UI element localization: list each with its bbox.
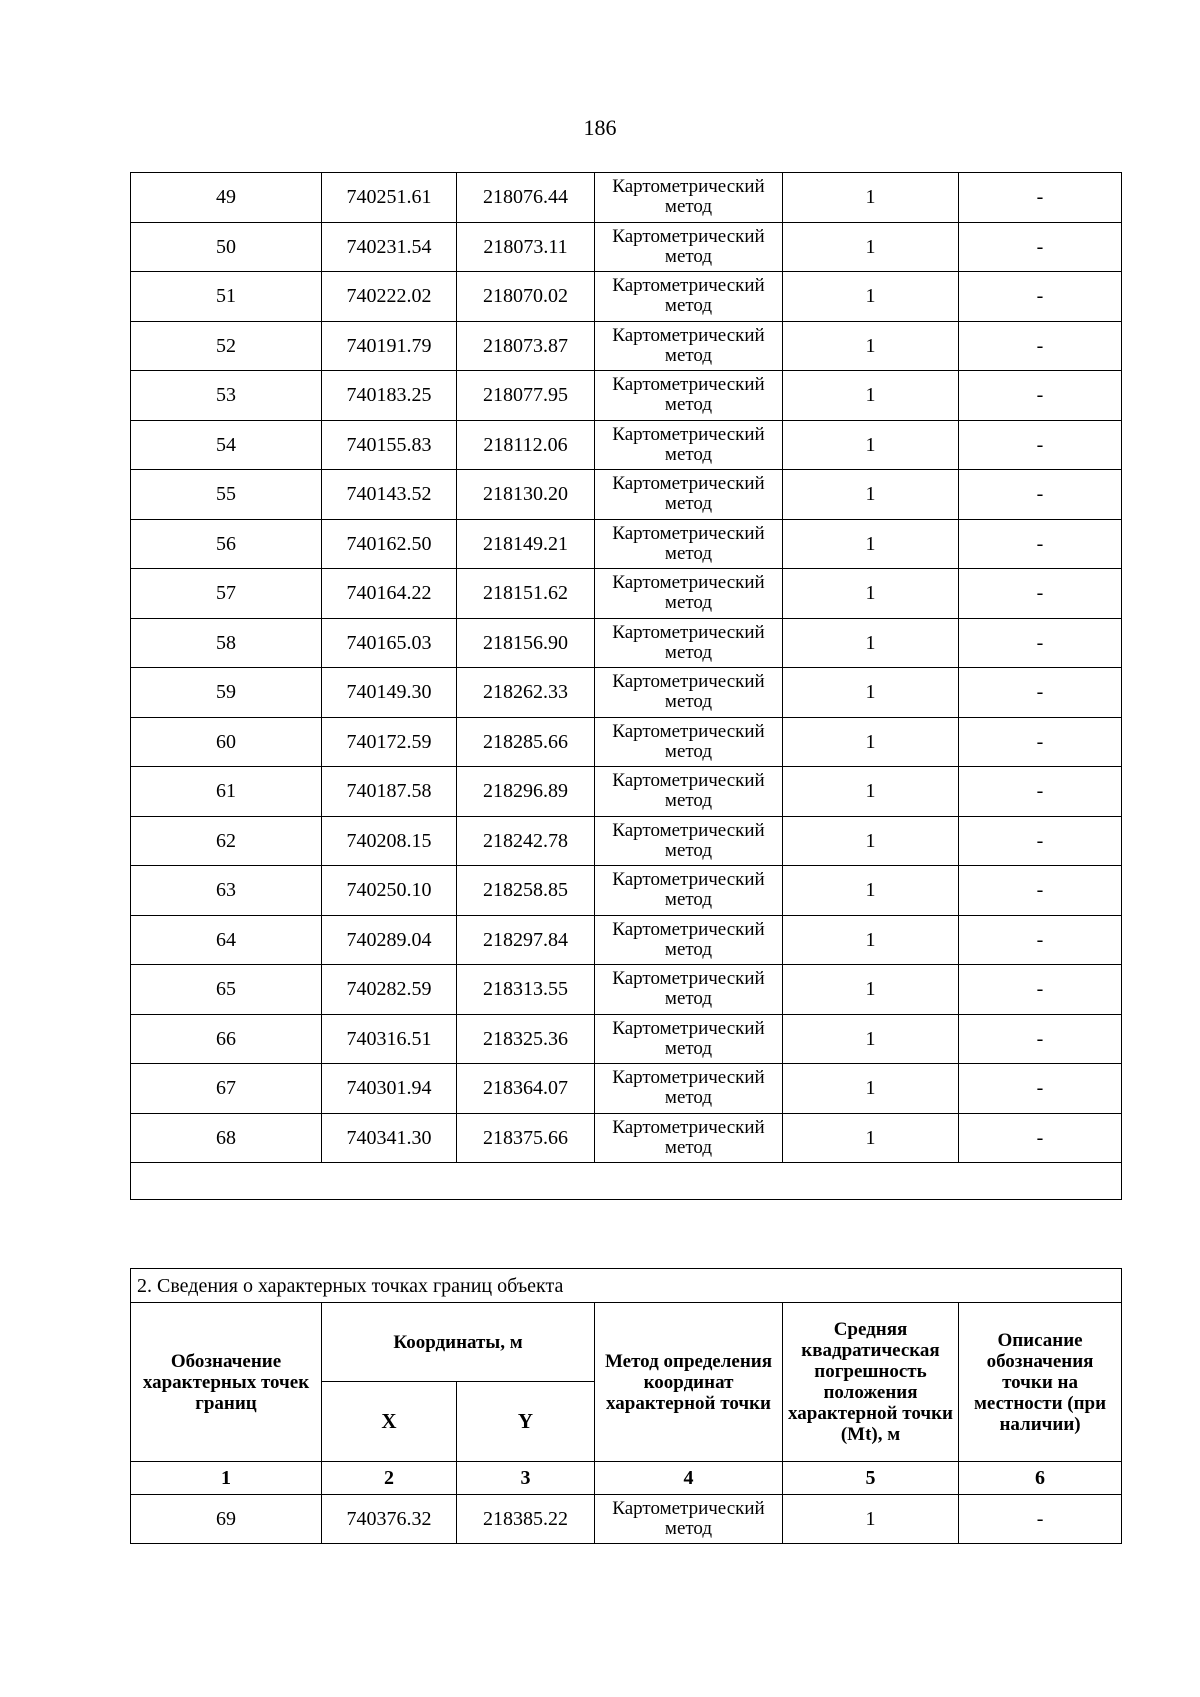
mt-cell: 1 [783, 965, 959, 1015]
y-coordinate-cell: 218262.33 [457, 668, 595, 718]
table-row [131, 371, 1122, 421]
point-cell: 68 [131, 1113, 322, 1163]
mt-cell: 1 [783, 866, 959, 916]
point-cell: 58 [131, 618, 322, 668]
point-cell: 49 [131, 173, 322, 223]
x-coordinate-cell: 740143.52 [322, 470, 457, 520]
description-cell: - [959, 1064, 1122, 1114]
x-coordinate-cell: 740282.59 [322, 965, 457, 1015]
method-cell: Картометрический метод [595, 222, 783, 272]
x-coordinate-cell: 740301.94 [322, 1064, 457, 1114]
x-coordinate-cell: 740316.51 [322, 1014, 457, 1064]
table-row [131, 717, 1122, 767]
y-coordinate-cell: 218073.11 [457, 222, 595, 272]
x-coordinate-cell: 740208.15 [322, 816, 457, 866]
table-row [131, 1113, 1122, 1163]
table-row [131, 1064, 1122, 1114]
mt-cell: 1 [783, 420, 959, 470]
x-coordinate-cell: 740149.30 [322, 668, 457, 718]
description-cell: - [959, 965, 1122, 1015]
description-cell: - [959, 866, 1122, 916]
mt-cell: 1 [783, 321, 959, 371]
table-row [131, 668, 1122, 718]
description-cell: - [959, 470, 1122, 520]
table-row [131, 222, 1122, 272]
y-coordinate-cell: 218258.85 [457, 866, 595, 916]
method-cell: Картометрический метод [595, 668, 783, 718]
point-cell: 54 [131, 420, 322, 470]
y-coordinate-cell: 218070.02 [457, 272, 595, 322]
mt-cell: 1 [783, 1014, 959, 1064]
method-cell: Картометрический метод [595, 470, 783, 520]
x-coordinate-cell: 740191.79 [322, 321, 457, 371]
method-cell: Картометрический метод [595, 866, 783, 916]
mt-cell: 1 [783, 1064, 959, 1114]
point-cell: 53 [131, 371, 322, 421]
table-row [131, 569, 1122, 619]
description-cell: - [959, 173, 1122, 223]
x-coordinate-cell: 740376.32 [322, 1495, 457, 1544]
boundary-points-section-table [130, 1268, 1122, 1544]
mt-cell: 1 [783, 767, 959, 817]
y-coordinate-cell: 218073.87 [457, 321, 595, 371]
method-cell: Картометрический метод [595, 717, 783, 767]
column-number: 4 [595, 1462, 783, 1495]
page-number: 186 [583, 115, 617, 140]
y-coordinate-cell: 218385.22 [457, 1495, 595, 1544]
method-cell: Картометрический метод [595, 915, 783, 965]
table-row [131, 272, 1122, 322]
column-number-row [131, 1462, 1122, 1495]
empty-row [131, 1163, 1122, 1200]
y-coordinate-cell: 218151.62 [457, 569, 595, 619]
x-coordinate-cell: 740289.04 [322, 915, 457, 965]
mt-cell: 1 [783, 668, 959, 718]
table-row [131, 866, 1122, 916]
y-coordinate-cell: 218297.84 [457, 915, 595, 965]
method-cell: Картометрический метод [595, 420, 783, 470]
point-cell: 57 [131, 569, 322, 619]
header-mt: Средняя квадратическая погрешность положения характерной точки (Mt), м [783, 1303, 959, 1462]
description-cell: - [959, 222, 1122, 272]
header-y: Y [457, 1382, 595, 1462]
method-cell: Картометрический метод [595, 569, 783, 619]
description-cell: - [959, 816, 1122, 866]
table2-body [131, 1269, 1122, 1544]
point-cell: 50 [131, 222, 322, 272]
mt-cell: 1 [783, 1495, 959, 1544]
y-coordinate-cell: 218325.36 [457, 1014, 595, 1064]
y-coordinate-cell: 218130.20 [457, 470, 595, 520]
x-coordinate-cell: 740231.54 [322, 222, 457, 272]
section-title-row [131, 1269, 1122, 1303]
point-cell: 56 [131, 519, 322, 569]
description-cell: - [959, 1495, 1122, 1544]
column-number: 6 [959, 1462, 1122, 1495]
method-cell: Картометрический метод [595, 173, 783, 223]
table-row [131, 965, 1122, 1015]
method-cell: Картометрический метод [595, 1064, 783, 1114]
y-coordinate-cell: 218242.78 [457, 816, 595, 866]
table-row [131, 173, 1122, 223]
point-cell: 65 [131, 965, 322, 1015]
point-cell: 52 [131, 321, 322, 371]
method-cell: Картометрический метод [595, 272, 783, 322]
mt-cell: 1 [783, 816, 959, 866]
y-coordinate-cell: 218285.66 [457, 717, 595, 767]
column-number: 2 [322, 1462, 457, 1495]
column-number: 3 [457, 1462, 595, 1495]
header-x: X [322, 1382, 457, 1462]
y-coordinate-cell: 218296.89 [457, 767, 595, 817]
table-row [131, 470, 1122, 520]
x-coordinate-cell: 740341.30 [322, 1113, 457, 1163]
description-cell: - [959, 1014, 1122, 1064]
y-coordinate-cell: 218112.06 [457, 420, 595, 470]
mt-cell: 1 [783, 519, 959, 569]
description-cell: - [959, 519, 1122, 569]
point-cell: 51 [131, 272, 322, 322]
description-cell: - [959, 618, 1122, 668]
description-cell: - [959, 321, 1122, 371]
description-cell: - [959, 1113, 1122, 1163]
mt-cell: 1 [783, 618, 959, 668]
mt-cell: 1 [783, 470, 959, 520]
x-coordinate-cell: 740155.83 [322, 420, 457, 470]
description-cell: - [959, 371, 1122, 421]
point-cell: 67 [131, 1064, 322, 1114]
y-coordinate-cell: 218313.55 [457, 965, 595, 1015]
mt-cell: 1 [783, 915, 959, 965]
y-coordinate-cell: 218076.44 [457, 173, 595, 223]
description-cell: - [959, 767, 1122, 817]
mt-cell: 1 [783, 371, 959, 421]
description-cell: - [959, 717, 1122, 767]
point-cell: 62 [131, 816, 322, 866]
point-cell: 55 [131, 470, 322, 520]
boundary-points-table-continued [130, 172, 1122, 1200]
header-coordinates: Координаты, м [322, 1303, 595, 1382]
description-cell: - [959, 915, 1122, 965]
header-point: Обозначение характерных точек границ [131, 1303, 322, 1462]
description-cell: - [959, 668, 1122, 718]
table-row [131, 767, 1122, 817]
description-cell: - [959, 272, 1122, 322]
table-row [131, 519, 1122, 569]
mt-cell: 1 [783, 173, 959, 223]
table1-body [131, 173, 1122, 1200]
method-cell: Картометрический метод [595, 1014, 783, 1064]
method-cell: Картометрический метод [595, 1495, 783, 1544]
x-coordinate-cell: 740250.10 [322, 866, 457, 916]
description-cell: - [959, 420, 1122, 470]
mt-cell: 1 [783, 717, 959, 767]
point-cell: 66 [131, 1014, 322, 1064]
table-row [131, 816, 1122, 866]
method-cell: Картометрический метод [595, 519, 783, 569]
empty-cell [131, 1163, 1122, 1200]
method-cell: Картометрический метод [595, 767, 783, 817]
table-row [131, 321, 1122, 371]
method-cell: Картометрический метод [595, 816, 783, 866]
header-row-1 [131, 1303, 1122, 1382]
x-coordinate-cell: 740183.25 [322, 371, 457, 421]
table-row [131, 420, 1122, 470]
x-coordinate-cell: 740222.02 [322, 272, 457, 322]
method-cell: Картометрический метод [595, 618, 783, 668]
method-cell: Картометрический метод [595, 321, 783, 371]
table-row [131, 1495, 1122, 1544]
x-coordinate-cell: 740251.61 [322, 173, 457, 223]
x-coordinate-cell: 740162.50 [322, 519, 457, 569]
column-number: 5 [783, 1462, 959, 1495]
x-coordinate-cell: 740165.03 [322, 618, 457, 668]
header-method: Метод определения координат характерной точки [595, 1303, 783, 1462]
header-description: Описание обозначения точки на местности (при наличии) [959, 1303, 1122, 1462]
y-coordinate-cell: 218156.90 [457, 618, 595, 668]
point-cell: 60 [131, 717, 322, 767]
mt-cell: 1 [783, 272, 959, 322]
point-cell: 64 [131, 915, 322, 965]
method-cell: Картометрический метод [595, 371, 783, 421]
point-cell: 61 [131, 767, 322, 817]
y-coordinate-cell: 218077.95 [457, 371, 595, 421]
mt-cell: 1 [783, 569, 959, 619]
table-row [131, 618, 1122, 668]
y-coordinate-cell: 218364.07 [457, 1064, 595, 1114]
mt-cell: 1 [783, 222, 959, 272]
method-cell: Картометрический метод [595, 1113, 783, 1163]
point-cell: 69 [131, 1495, 322, 1544]
method-cell: Картометрический метод [595, 965, 783, 1015]
y-coordinate-cell: 218149.21 [457, 519, 595, 569]
x-coordinate-cell: 740187.58 [322, 767, 457, 817]
column-number: 1 [131, 1462, 322, 1495]
point-cell: 59 [131, 668, 322, 718]
table-row [131, 915, 1122, 965]
y-coordinate-cell: 218375.66 [457, 1113, 595, 1163]
description-cell: - [959, 569, 1122, 619]
section-title: 2. Сведения о характерных точках границ объекта [131, 1269, 1122, 1303]
x-coordinate-cell: 740172.59 [322, 717, 457, 767]
table-row [131, 1014, 1122, 1064]
x-coordinate-cell: 740164.22 [322, 569, 457, 619]
point-cell: 63 [131, 866, 322, 916]
mt-cell: 1 [783, 1113, 959, 1163]
